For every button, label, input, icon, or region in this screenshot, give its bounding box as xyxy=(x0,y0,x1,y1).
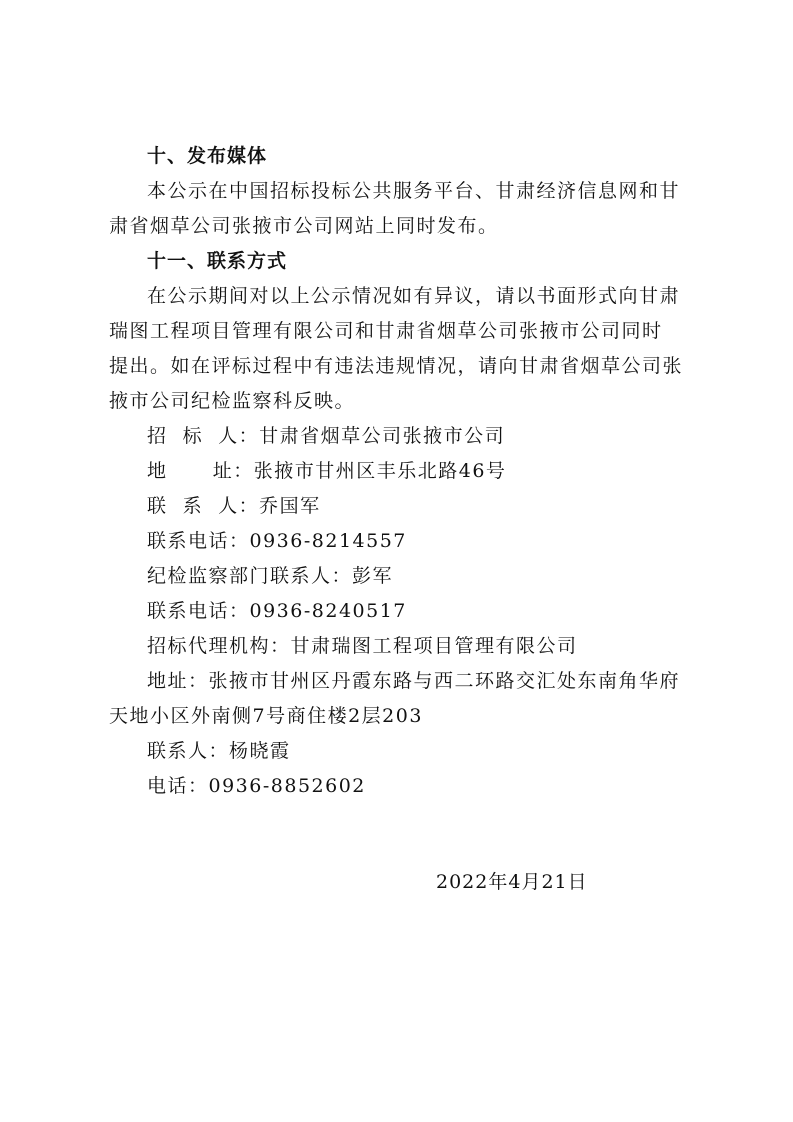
agency-phone-line: 电话：0936-8852602 xyxy=(147,775,366,797)
section-11-heading: 十一、联系方式 xyxy=(147,250,288,272)
tenderer-line: 招 标 人：甘肃省烟草公司张掖市公司 xyxy=(147,425,506,447)
agency-line: 招标代理机构：甘肃瑞图工程项目管理有限公司 xyxy=(147,635,578,657)
section-11-paragraph-line-4: 掖市公司纪检监察科反映。 xyxy=(109,390,356,412)
discipline-contact-line: 纪检监察部门联系人：彭军 xyxy=(147,565,394,587)
document-body xyxy=(109,139,689,804)
contact-person-line: 联 系 人：乔国军 xyxy=(147,495,321,517)
phone-line-2: 联系电话：0936-8240517 xyxy=(147,600,407,622)
section-11-paragraph-line-1: 在公示期间对以上公示情况如有异议，请以书面形式向甘肃 xyxy=(147,285,681,307)
address-line: 地 址：张掖市甘州区丰乐北路46号 xyxy=(147,460,507,482)
agency-address-line-1: 地址：张掖市甘州区丹霞东路与西二环路交汇处东南角华府 xyxy=(147,670,681,692)
agency-contact-line: 联系人：杨晓霞 xyxy=(147,740,291,762)
section-11-paragraph-line-2: 瑞图工程项目管理有限公司和甘肃省烟草公司张掖市公司同时 xyxy=(109,320,663,342)
section-10-paragraph-line-2: 肃省烟草公司张掖市公司网站上同时发布。 xyxy=(109,215,499,237)
document-date: 2022年4月21日 xyxy=(436,871,588,893)
section-11-paragraph-line-3: 提出。如在评标过程中有违法违规情况，请向甘肃省烟草公司张 xyxy=(109,355,684,377)
agency-address-line-2: 天地小区外南侧7号商住楼2层203 xyxy=(109,705,423,727)
section-10-heading: 十、发布媒体 xyxy=(147,145,268,167)
section-10-paragraph-line-1: 本公示在中国招标投标公共服务平台、甘肃经济信息网和甘 xyxy=(147,180,681,202)
phone-line-1: 联系电话：0936-8214557 xyxy=(147,530,407,552)
